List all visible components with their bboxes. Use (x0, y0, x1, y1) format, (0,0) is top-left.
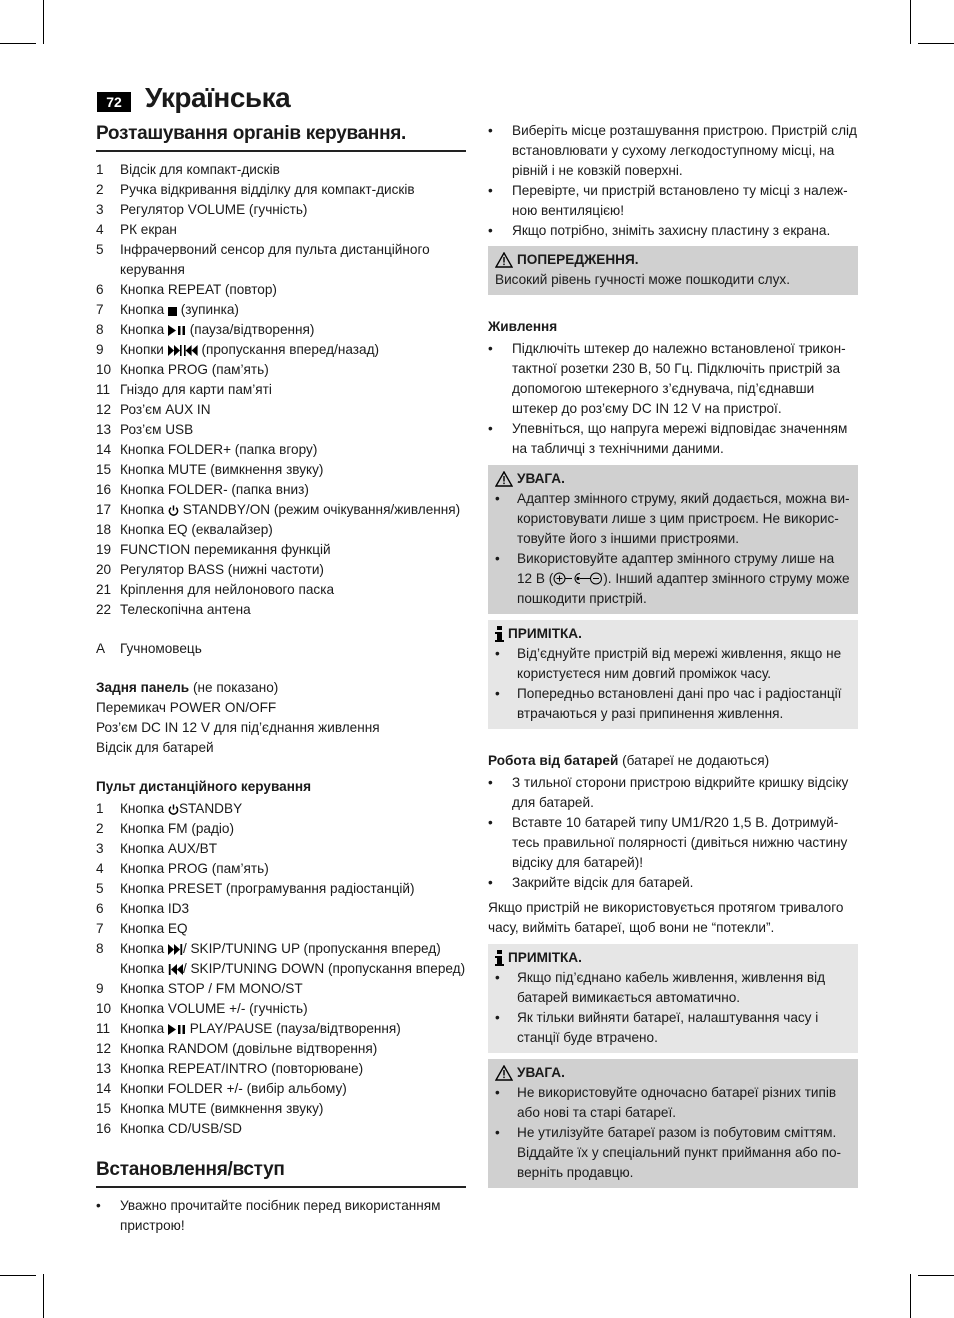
install-list (96, 1196, 466, 1236)
item-text: / SKIP/TUNING UP (пропускання вперед) (182, 941, 441, 956)
warning-box (488, 246, 858, 295)
language-title: Українська (145, 82, 291, 113)
list-item (96, 939, 466, 959)
power-list (488, 339, 858, 459)
item-text: Кнопка (120, 1021, 165, 1036)
item-text: Кнопка (120, 801, 165, 816)
bullet: • (495, 491, 500, 506)
battery-heading-label: Робота від батарей (488, 753, 619, 768)
warning-title: ПОПЕРЕДЖЕННЯ. (517, 252, 639, 267)
item-number: 15 (96, 1101, 112, 1116)
list-item (96, 879, 466, 899)
item-number: 13 (96, 422, 112, 437)
crop-mark (0, 1275, 36, 1276)
list-item (488, 339, 858, 419)
bullet: • (488, 183, 493, 198)
list-item (495, 968, 851, 1008)
caution-list (495, 489, 851, 609)
item-text: (зупинка) (180, 302, 239, 317)
item-text: З тильної сторони пристрою відкрийте кришку відсіку для батарей. (512, 775, 849, 810)
note-box (488, 620, 858, 729)
list-item (96, 360, 466, 380)
item-number: 5 (96, 881, 104, 896)
battery-paragraph: Якщо пристрій не використовується протягом тривалого часу, вийміть батареї, щоб вони не “потекли”. (488, 900, 844, 935)
note-header (495, 948, 851, 968)
item-text: Відсік для компакт-дисків (120, 162, 280, 177)
item-text: STANDBY (178, 801, 243, 816)
item-text: Кнопка (120, 322, 165, 337)
list-item (488, 121, 858, 181)
item-text: Кнопка VOLUME +/- (гучність) (120, 1001, 308, 1016)
info-icon (495, 950, 504, 966)
bullet: • (495, 646, 500, 661)
rear-panel-note: (не показано) (192, 680, 279, 695)
item-text: Кнопка (120, 961, 165, 976)
battery-heading (488, 751, 858, 771)
bullet: • (495, 1125, 500, 1140)
item-number: 3 (96, 202, 104, 217)
item-number: 12 (96, 402, 112, 417)
list-item (96, 320, 466, 340)
item-text: Якщо під’єднано кабель живлення, живлення від батарей вимикається автоматично. (517, 970, 826, 1005)
bullet: • (488, 341, 493, 356)
list-item (96, 540, 466, 560)
item-text: (пропускання вперед/назад) (201, 342, 380, 357)
list-item (495, 489, 851, 549)
list-item (96, 580, 466, 600)
crop-mark (910, 0, 911, 44)
list-item (96, 400, 466, 420)
list-item (96, 959, 466, 979)
list-item (488, 773, 858, 813)
item-text: Кнопка (120, 502, 165, 517)
bullet: • (488, 123, 493, 138)
list-item (495, 1083, 851, 1123)
list-item (96, 240, 466, 280)
list-item (96, 1059, 466, 1079)
caution-header (495, 1063, 851, 1083)
rear-panel-item: Відсік для батарей (96, 740, 214, 755)
item-number: 11 (96, 382, 111, 397)
item-number: 4 (96, 861, 104, 876)
item-text: Кріплення для нейлонового паска (120, 582, 335, 597)
caution-header (495, 469, 851, 489)
crop-mark (918, 43, 954, 44)
list-item (96, 1079, 466, 1099)
rear-panel-item: Роз’єм DC IN 12 V для під’єднання живлення (96, 720, 380, 735)
item-text: Регулятор BASS (нижні частоти) (120, 562, 324, 577)
list-item (96, 799, 466, 819)
item-text: Кнопка REPEAT (повтор) (120, 282, 277, 297)
list-item (96, 480, 466, 500)
item-number: 2 (96, 821, 104, 836)
bullet: • (495, 970, 500, 985)
list-item (495, 549, 851, 609)
item-text: Якщо потрібно, зніміть захисну пластину з екрана. (512, 223, 831, 238)
list-item (96, 859, 466, 879)
list-item (96, 639, 466, 659)
item-text: Кнопка PROG (пам’ять) (120, 362, 269, 377)
list-item (96, 839, 466, 859)
left-column (96, 120, 466, 1236)
list-item (488, 873, 858, 893)
list-item (495, 1123, 851, 1183)
item-number: 6 (96, 901, 104, 916)
list-item (495, 684, 851, 724)
item-text: (пауза/відтворення) (189, 322, 315, 337)
list-item (96, 1119, 466, 1139)
skip-forward-icon (168, 944, 183, 955)
item-number: 1 (96, 801, 104, 816)
bullet: • (495, 551, 500, 566)
item-number: 22 (96, 602, 112, 617)
list-item (96, 280, 466, 300)
list-item (96, 600, 466, 620)
item-text: Використовуйте адаптер змінного струму лише на 12 В ( (517, 551, 835, 586)
caution-box (488, 465, 858, 614)
list-item (96, 340, 466, 360)
crop-mark (0, 43, 36, 44)
item-number: 21 (96, 582, 112, 597)
crop-mark (910, 1274, 911, 1318)
item-text: Кнопки FOLDER +/- (вибір альбому) (120, 1081, 347, 1096)
controls-heading: Розташування органів керування. (96, 120, 466, 152)
list-item (96, 520, 466, 540)
list-item (96, 999, 466, 1019)
install-heading: Встановлення/вступ (96, 1156, 466, 1188)
item-text: Підключіть штекер до належно встановленої трикон-тактної розетки 230 В, 50 Гц. Підключіть пристрій за допомогою штекерного з’єднувача, під’єднавши штекер до роз’єму DC IN 12 V на пристрої. (512, 341, 846, 416)
item-number: 12 (96, 1041, 112, 1056)
item-text: Інфрачервоний сенсор для пульта дистанційного керування (120, 242, 430, 277)
item-text: Кнопка (120, 302, 165, 317)
item-text: Кнопка RANDOM (довільне відтворення) (120, 1041, 378, 1056)
warning-triangle-icon (495, 252, 513, 268)
list-item (96, 1039, 466, 1059)
item-text: Кнопка EQ (еквалайзер) (120, 522, 273, 537)
item-text: Кнопка FOLDER- (папка вниз) (120, 482, 309, 497)
item-text: Не утилізуйте батареї разом із побутовим сміттям. Віддайте їх у спеціальний пункт приймання або по-верніть продавцю. (517, 1125, 842, 1180)
info-icon (495, 626, 504, 642)
note-header (495, 624, 851, 644)
list-item (96, 440, 466, 460)
item-number: 8 (96, 322, 104, 337)
battery-heading-note: (батареї не додаються) (622, 753, 770, 768)
standby-icon (168, 505, 179, 516)
item-text: Кнопка FOLDER+ (папка вгору) (120, 442, 318, 457)
bullet: • (495, 1010, 500, 1025)
placement-list (488, 121, 858, 241)
page-number: 72 (97, 92, 131, 112)
item-text: Попередньо встановлені дані про час і радіостанції втрачаються у разі припинення живлення. (517, 686, 842, 721)
play-pause-icon (168, 325, 186, 336)
remote-list (96, 799, 466, 1139)
list-item (96, 200, 466, 220)
play-pause-icon (168, 1024, 186, 1035)
item-text: Перевірте, чи пристрій встановлено ту місці з належ-ною вентиляцією! (512, 183, 848, 218)
list-item (96, 420, 466, 440)
item-number: 2 (96, 182, 104, 197)
crop-mark (43, 1274, 44, 1318)
list-item (488, 419, 858, 459)
list-item (495, 644, 851, 684)
item-text: Кнопка STOP / FM MONO/ST (120, 981, 303, 996)
item-text: ). Інший адаптер змінного струму може пошкодити пристрій. (517, 571, 850, 606)
list-item (96, 1099, 466, 1119)
bullet: • (96, 1198, 101, 1213)
item-text: Від’єднуйте пристрій від мережі живлення, якщо не користуєтеся ним довгий проміжок часу. (517, 646, 842, 681)
item-number: 16 (96, 1121, 112, 1136)
item-text: FUNCTION перемикання функцій (120, 542, 331, 557)
list-item (96, 979, 466, 999)
speaker-list (96, 639, 466, 659)
item-text: Гніздо для карти пам’яті (120, 382, 272, 397)
stop-icon (168, 307, 177, 316)
item-text: Кнопка EQ (120, 921, 188, 936)
caution-box (488, 1059, 858, 1188)
item-number: 5 (96, 242, 104, 257)
item-text: Кнопка CD/USB/SD (120, 1121, 242, 1136)
warning-triangle-icon (495, 471, 513, 487)
warning-header (495, 250, 851, 270)
item-text: / SKIP/TUNING DOWN (пропускання вперед) (182, 961, 466, 976)
list-item (96, 180, 466, 200)
list-item (96, 380, 466, 400)
list-item (96, 560, 466, 580)
caution-title: УВАГА. (517, 1065, 565, 1080)
right-column (488, 121, 858, 1194)
note-title: ПРИМІТКА. (508, 626, 582, 641)
item-text: Виберіть місце розташування пристрою. Пристрій слід встановлювати у сухому легкодоступному місці, на рівній і не ковзкій поверхні. (512, 123, 857, 178)
item-number: 11 (96, 1021, 111, 1036)
item-number: 10 (96, 1001, 112, 1016)
list-item (488, 221, 858, 241)
bullet: • (495, 686, 500, 701)
note-list (495, 644, 851, 724)
item-text: Кнопка MUTE (вимкнення звуку) (120, 1101, 324, 1116)
note-box (488, 944, 858, 1053)
list-item (96, 1196, 466, 1236)
note-list (495, 968, 851, 1048)
caution-title: УВАГА. (517, 471, 565, 486)
item-text: Кнопка (120, 941, 165, 956)
warning-triangle-icon (495, 1065, 513, 1081)
item-number: 14 (96, 1081, 112, 1096)
item-text: Роз’єм USB (120, 422, 194, 437)
standby-icon (168, 804, 179, 815)
crop-mark (43, 0, 44, 44)
list-item (96, 500, 466, 520)
item-text: Регулятор VOLUME (гучність) (120, 202, 308, 217)
item-text: Ручка відкривання відділку для компакт-дисків (120, 182, 415, 197)
item-text: Телескопічна антена (120, 602, 251, 617)
item-text: Адаптер змінного струму, який додається, можна ви-користовувати лише з цим пристроєм. Не викорис-товуйте його з іншими пристроями. (517, 491, 850, 546)
item-number: 20 (96, 562, 112, 577)
item-number: 18 (96, 522, 112, 537)
bullet: • (488, 875, 493, 890)
list-item (96, 220, 466, 240)
item-number (96, 959, 120, 979)
item-number: 9 (96, 342, 104, 357)
item-number: 6 (96, 282, 104, 297)
item-text: Упевніться, що напруга мережі відповідає значенням на табличці з технічними даними. (512, 421, 848, 456)
item-text: Кнопка MUTE (вимкнення звуку) (120, 462, 324, 477)
item-text: Кнопка ID3 (120, 901, 190, 916)
power-heading: Живлення (488, 319, 558, 334)
item-number: 1 (96, 162, 104, 177)
bullet: • (488, 815, 493, 830)
note-title: ПРИМІТКА. (508, 950, 582, 965)
battery-list (488, 773, 858, 893)
list-item (495, 1008, 851, 1048)
item-text: Кнопки (120, 342, 164, 357)
item-number: 4 (96, 222, 104, 237)
item-text: PLAY/PAUSE (пауза/відтворення) (189, 1021, 401, 1036)
item-text: Уважно прочитайте посібник перед використанням пристрою! (120, 1198, 441, 1233)
item-number: 8 (96, 941, 104, 956)
item-letter: A (96, 641, 106, 656)
list-item (488, 813, 858, 873)
skip-icon (168, 345, 198, 356)
item-number: 16 (96, 482, 112, 497)
item-number: 15 (96, 462, 112, 477)
skip-back-icon (168, 964, 183, 975)
list-item (96, 819, 466, 839)
list-item (488, 181, 858, 221)
item-text: Не використовуйте одночасно батареї різних типів або нові та старі батареї. (517, 1085, 837, 1120)
item-text: Кнопка REPEAT/INTRO (повторюване) (120, 1061, 364, 1076)
list-item (96, 919, 466, 939)
item-number: 13 (96, 1061, 112, 1076)
item-text: Роз’єм AUX IN (120, 402, 211, 417)
list-item (96, 899, 466, 919)
rear-panel-heading (96, 678, 466, 698)
bullet: • (488, 223, 493, 238)
item-number: 10 (96, 362, 112, 377)
list-item (96, 160, 466, 180)
rear-panel-item: Перемикач POWER ON/OFF (96, 700, 277, 715)
bullet: • (488, 775, 493, 790)
item-text: Гучномовець (120, 641, 202, 656)
polarity-icon (553, 572, 603, 585)
item-number: 7 (96, 921, 104, 936)
remote-heading: Пульт дистанційного керування (96, 779, 312, 794)
list-item (96, 300, 466, 320)
crop-mark (918, 1275, 954, 1276)
rear-panel-label: Задня панель (96, 680, 190, 695)
item-text: РК екран (120, 222, 177, 237)
bullet: • (495, 1085, 500, 1100)
item-number: 9 (96, 981, 104, 996)
bullet: • (488, 421, 493, 436)
item-number: 7 (96, 302, 104, 317)
item-text: Закрийте відсік для батарей. (512, 875, 694, 890)
item-text: Вставте 10 батарей типу UM1/R20 1,5 В. Дотримуй-тесь правильної полярності (дивіться нижню частину відсіку для батарей)! (512, 815, 848, 870)
item-text: STANDBY/ON (режим очікування/живлення) (182, 502, 461, 517)
item-text: Кнопка PROG (пам’ять) (120, 861, 269, 876)
item-number: 19 (96, 542, 112, 557)
item-text: Кнопка FM (радіо) (120, 821, 235, 836)
item-text: Як тільки вийняти батареї, налаштування часу і станції буде втрачено. (517, 1010, 819, 1045)
item-number: 14 (96, 442, 112, 457)
item-number: 17 (96, 502, 112, 517)
controls-list (96, 160, 466, 620)
list-item (96, 1019, 466, 1039)
list-item (96, 460, 466, 480)
item-text: Кнопка PRESET (програмування радіостанцій) (120, 881, 415, 896)
item-number: 3 (96, 841, 104, 856)
warning-text: Високий рівень гучності може пошкодити слух. (495, 272, 790, 287)
caution-list (495, 1083, 851, 1183)
item-text: Кнопка AUX/BT (120, 841, 218, 856)
